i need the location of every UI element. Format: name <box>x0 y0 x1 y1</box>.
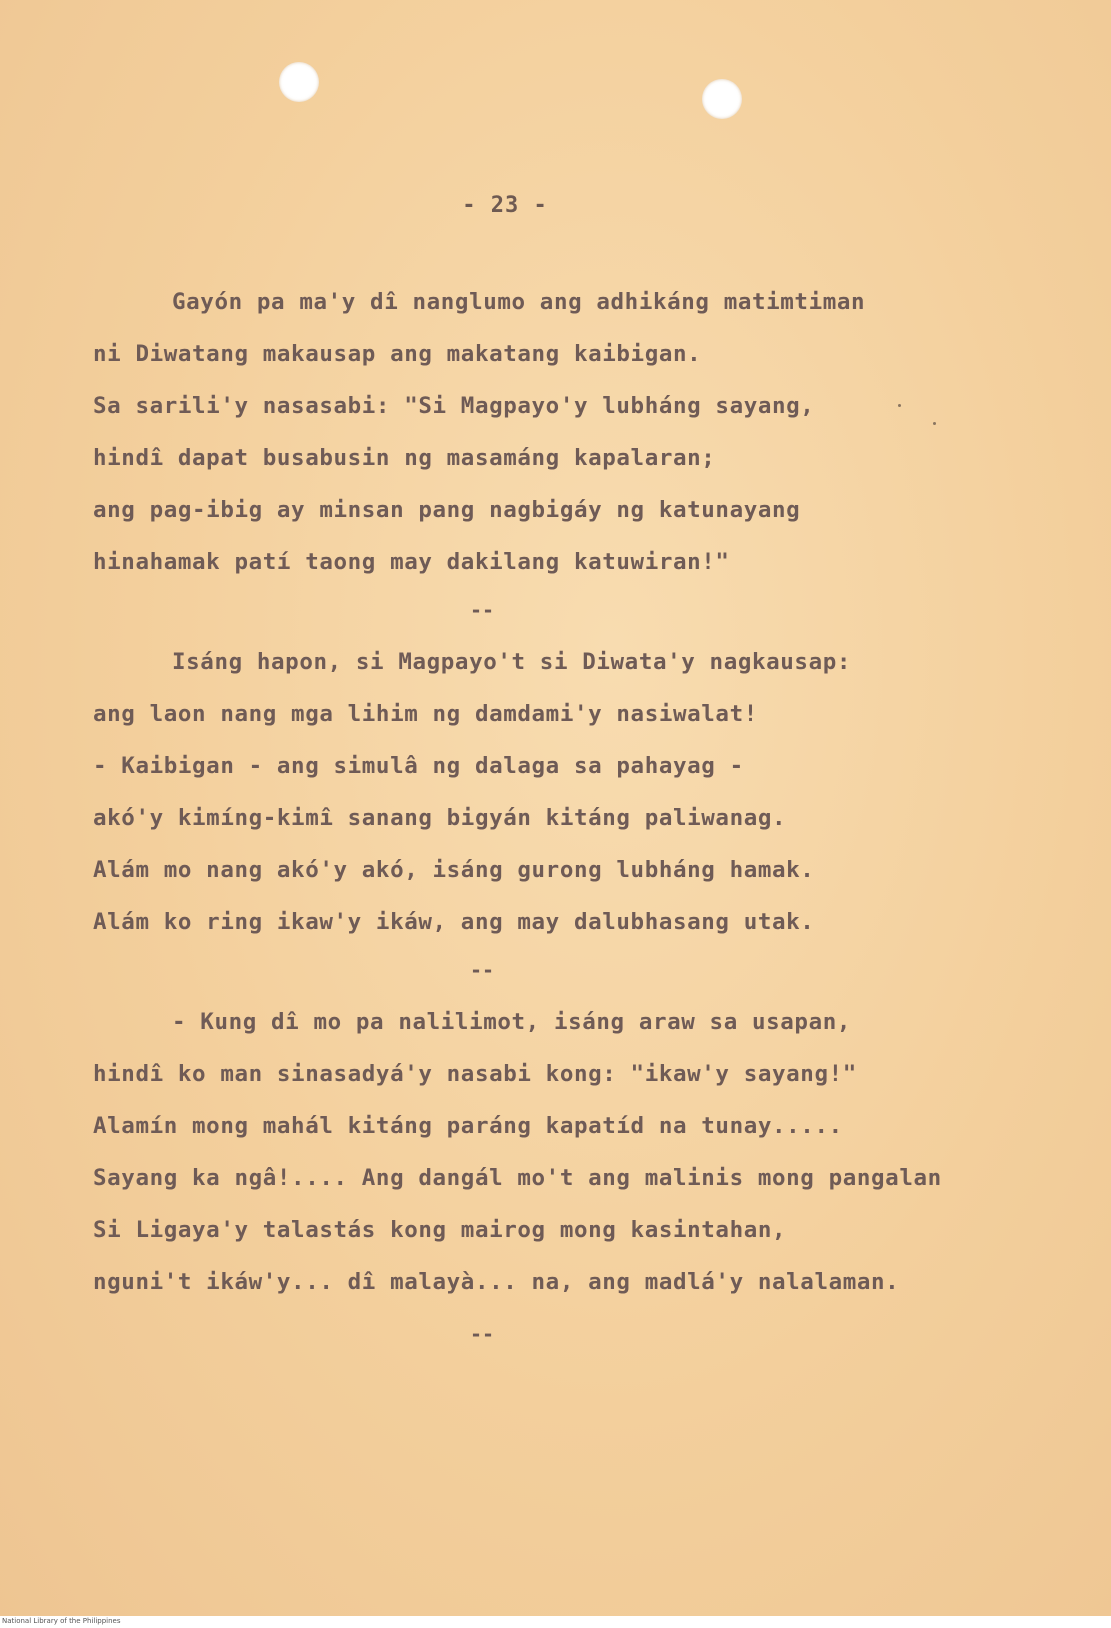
punch-hole-right <box>702 79 742 119</box>
verse-line: hindî dapat busabusin ng masamáng kapalaran; <box>93 445 716 471</box>
verse-line: ang pag-ibig ay minsan pang nagbigáy ng katunayang <box>93 497 801 523</box>
stanza-separator: -- <box>470 1322 495 1346</box>
verse-line: Isáng hapon, si Magpayo't si Diwata'y nagkausap: <box>172 649 852 675</box>
footer-strip <box>0 1616 1111 1628</box>
verse-line: Gayón pa ma'y dî nanglumo ang adhikáng matimtiman <box>172 289 866 315</box>
verse-line: hinahamak patí taong may dakilang katuwiran!" <box>93 549 730 575</box>
verse-line: Sayang ka ngâ!.... Ang dangál mo't ang malinis mong pangalan <box>93 1165 942 1191</box>
punch-hole-left <box>279 62 319 102</box>
verse-line: hindî ko man sinasadyá'y nasabi kong: "ikaw'y sayang!" <box>93 1061 857 1087</box>
verse-line: Alám ko ring ikaw'y ikáw, ang may dalubhasang utak. <box>93 909 815 935</box>
verse-line: - Kung dî mo pa nalilimot, isáng araw sa usapan, <box>172 1009 852 1035</box>
verse-line: ang laon nang mga lihim ng damdami'y nasiwalat! <box>93 701 758 727</box>
page-number: - 23 - <box>462 193 548 218</box>
verse-line: ni Diwatang makausap ang makatang kaibigan. <box>93 341 702 367</box>
stanza-separator: -- <box>470 598 495 622</box>
verse-line: - Kaibigan - ang simulâ ng dalaga sa pahayag - <box>93 753 744 779</box>
paper-speck <box>933 422 936 425</box>
paper-speck <box>898 404 901 407</box>
verse-line: Si Ligaya'y talastás kong mairog mong kasintahan, <box>93 1217 787 1243</box>
stanza-separator: -- <box>470 958 495 982</box>
verse-line: Alamín mong mahál kitáng paráng kapatíd na tunay..... <box>93 1113 843 1139</box>
verse-line: nguni't ikáw'y... dî malayà... na, ang madlá'y nalalaman. <box>93 1269 900 1295</box>
verse-line: akó'y kimíng-kimî sanang bigyán kitáng paliwanag. <box>93 805 787 831</box>
verse-line: Alám mo nang akó'y akó, isáng gurong lubháng hamak. <box>93 857 815 883</box>
footer-credit: National Library of the Philippines <box>2 1617 121 1625</box>
verse-line: Sa sarili'y nasasabi: "Si Magpayo'y lubháng sayang, <box>93 393 815 419</box>
